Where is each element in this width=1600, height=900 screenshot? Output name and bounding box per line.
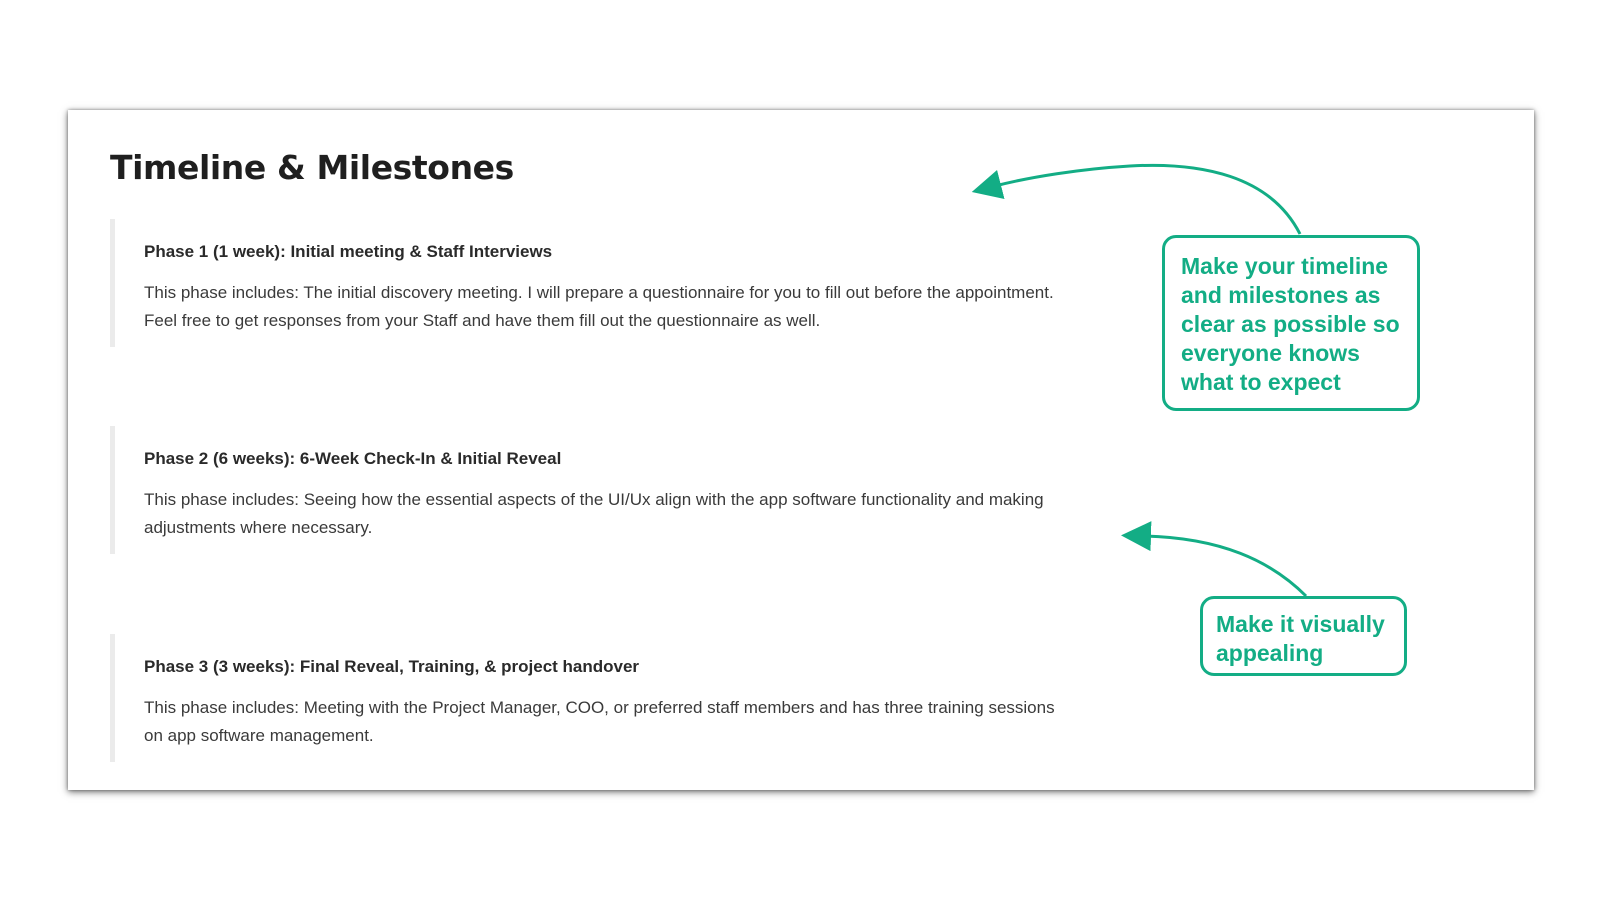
callout-timeline-tip: Make your timeline and milestones as clear as possible so everyone knows what to expect (1162, 235, 1420, 411)
phase-block-2 (110, 426, 1070, 554)
callout-visual-tip: Make it visually appealing (1200, 596, 1407, 676)
phase-block-1 (110, 219, 1070, 347)
phase-heading: Phase 2 (6 weeks): 6-Week Check-In & Initial Reveal (144, 449, 562, 468)
section-title: Timeline & Milestones (110, 148, 514, 187)
phase-heading: Phase 1 (1 week): Initial meeting & Staff Interviews (144, 242, 553, 261)
phase-description: This phase includes: Seeing how the essential aspects of the UI/Ux align with the app software functionality and making adjustments where necessary. (144, 490, 1044, 537)
phase-description: This phase includes: The initial discovery meeting. I will prepare a questionnaire for you to fill out before the appointment. Feel free to get responses from your Staff and have them fill out the questionnaire as well. (144, 283, 1054, 330)
phase-description: This phase includes: Meeting with the Project Manager, COO, or preferred staff members and has three training sessions on app software management. (144, 698, 1055, 745)
phase-heading: Phase 3 (3 weeks): Final Reveal, Training, & project handover (144, 657, 640, 676)
phase-block-3 (110, 634, 1070, 762)
timeline-card (68, 110, 1534, 790)
